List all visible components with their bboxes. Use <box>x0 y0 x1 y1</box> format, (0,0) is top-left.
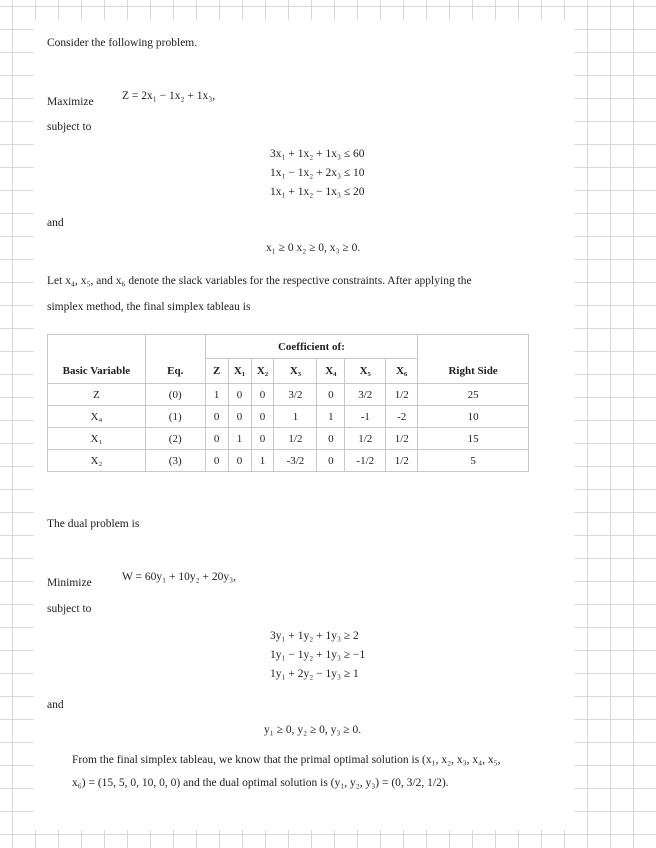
coefficient-header: Coefficient of: <box>205 335 418 359</box>
primal-subject-to: subject to <box>47 121 92 133</box>
tableau-header-row-1 <box>48 335 529 359</box>
eq-cell: (3) <box>145 450 205 472</box>
dual-and-label: and <box>47 699 64 711</box>
coef-cell: -1/2 <box>345 450 386 472</box>
intro-text: Consider the following problem. <box>47 37 198 49</box>
right-side-cell: 5 <box>418 450 529 472</box>
coef-cell: 0 <box>205 428 228 450</box>
right-side-cell: 10 <box>418 406 529 428</box>
dual-constraint-3: 1y₁ + 2y₂ − 1y₃ ≥ 1 <box>270 668 359 680</box>
coef-cell: 1/2 <box>345 428 386 450</box>
coef-cell: 0 <box>251 406 274 428</box>
coef-cell: 1 <box>228 428 251 450</box>
conclusion-line-1: From the final simplex tableau, we know that the primal optimal solution is (x₁, x₂, x₃, x₄, x₅, <box>72 754 501 766</box>
basic-variable-cell: X₁ <box>48 428 146 450</box>
coef-header-x2: X₂ <box>251 359 274 384</box>
right-side-cell: 15 <box>418 428 529 450</box>
coef-header-x6: X₆ <box>386 359 418 384</box>
primal-and-label: and <box>47 217 64 229</box>
coef-cell: -2 <box>386 406 418 428</box>
coef-cell: 0 <box>317 450 345 472</box>
dual-subject-to: subject to <box>47 603 92 615</box>
coef-header-x1: X₁ <box>228 359 251 384</box>
coef-cell: 3/2 <box>345 384 386 406</box>
eq-cell: (2) <box>145 428 205 450</box>
coef-cell: 0 <box>317 384 345 406</box>
coef-cell: 1 <box>205 384 228 406</box>
coef-cell: 0 <box>228 450 251 472</box>
coef-cell: 1/2 <box>274 428 317 450</box>
coef-header-z: Z <box>205 359 228 384</box>
dual-constraint-2: 1y₁ − 1y₂ + 1y₃ ≥ −1 <box>270 649 366 661</box>
coef-cell: 0 <box>205 450 228 472</box>
basic-variable-cell: Z <box>48 384 146 406</box>
eq-header: Eq. <box>145 359 205 384</box>
coef-cell: 0 <box>228 406 251 428</box>
minimize-label: Minimize <box>47 577 92 589</box>
coef-cell: -1 <box>345 406 386 428</box>
coef-cell: 1/2 <box>386 450 418 472</box>
primal-constraint-2: 1x₁ − 1x₂ + 2x₃ ≤ 10 <box>270 167 365 179</box>
dual-constraints <box>270 627 365 684</box>
coef-cell: 0 <box>251 384 274 406</box>
maximize-label: Maximize <box>47 96 94 108</box>
primal-nonnegativity: x₁ ≥ 0 x₂ ≥ 0, x₃ ≥ 0. <box>266 242 361 254</box>
eq-cell: (0) <box>145 384 205 406</box>
dual-constraint-1: 3y₁ + 1y₂ + 1y₃ ≥ 2 <box>270 630 359 642</box>
primal-constraints <box>270 145 365 202</box>
coef-cell: 1 <box>317 406 345 428</box>
table-row <box>48 428 529 450</box>
dual-objective: W = 60y₁ + 10y₂ + 20y₃, <box>122 571 237 583</box>
primal-constraint-3: 1x₁ + 1x₂ − 1x₃ ≤ 20 <box>270 186 365 198</box>
coef-cell: 0 <box>205 406 228 428</box>
slack-text-line-2: simplex method, the final simplex tableau is <box>47 301 251 313</box>
basic-variable-cell: X₄ <box>48 406 146 428</box>
coef-cell: 3/2 <box>274 384 317 406</box>
coef-header-x5: X₅ <box>345 359 386 384</box>
coef-header-x3: X₃ <box>274 359 317 384</box>
coef-cell: 1/2 <box>386 384 418 406</box>
dual-nonnegativity: y₁ ≥ 0, y₂ ≥ 0, y₃ ≥ 0. <box>264 724 362 736</box>
basic-variable-header: Basic Variable <box>48 359 146 384</box>
basic-variable-cell: X₂ <box>48 450 146 472</box>
tableau-header-row-2 <box>48 359 529 384</box>
table-row <box>48 450 529 472</box>
conclusion-line-2: x₆) = (15, 5, 0, 10, 0, 0) and the dual optimal solution is (y₁, y₂, y₃) = (0, 3/2, 1/2). <box>72 777 449 789</box>
coef-header-x4: X₄ <box>317 359 345 384</box>
right-side-header: Right Side <box>418 359 529 384</box>
table-row <box>48 384 529 406</box>
table-row <box>48 406 529 428</box>
primal-objective: Z = 2x₁ − 1x₂ + 1x₃, <box>122 90 216 102</box>
coef-cell: 1 <box>274 406 317 428</box>
coef-cell: 0 <box>317 428 345 450</box>
coef-cell: -3/2 <box>274 450 317 472</box>
primal-constraint-1: 3x₁ + 1x₂ + 1x₃ ≤ 60 <box>270 148 365 160</box>
simplex-tableau <box>47 334 529 472</box>
coef-cell: 1/2 <box>386 428 418 450</box>
coef-cell: 0 <box>228 384 251 406</box>
eq-cell: (1) <box>145 406 205 428</box>
coef-cell: 1 <box>251 450 274 472</box>
right-side-cell: 25 <box>418 384 529 406</box>
dual-intro: The dual problem is <box>47 518 140 530</box>
coef-cell: 0 <box>251 428 274 450</box>
document-page <box>34 20 574 830</box>
slack-text-line-1: Let x₄, x₅, and x₆ denote the slack variables for the respective constraints. After applying the <box>47 275 472 287</box>
